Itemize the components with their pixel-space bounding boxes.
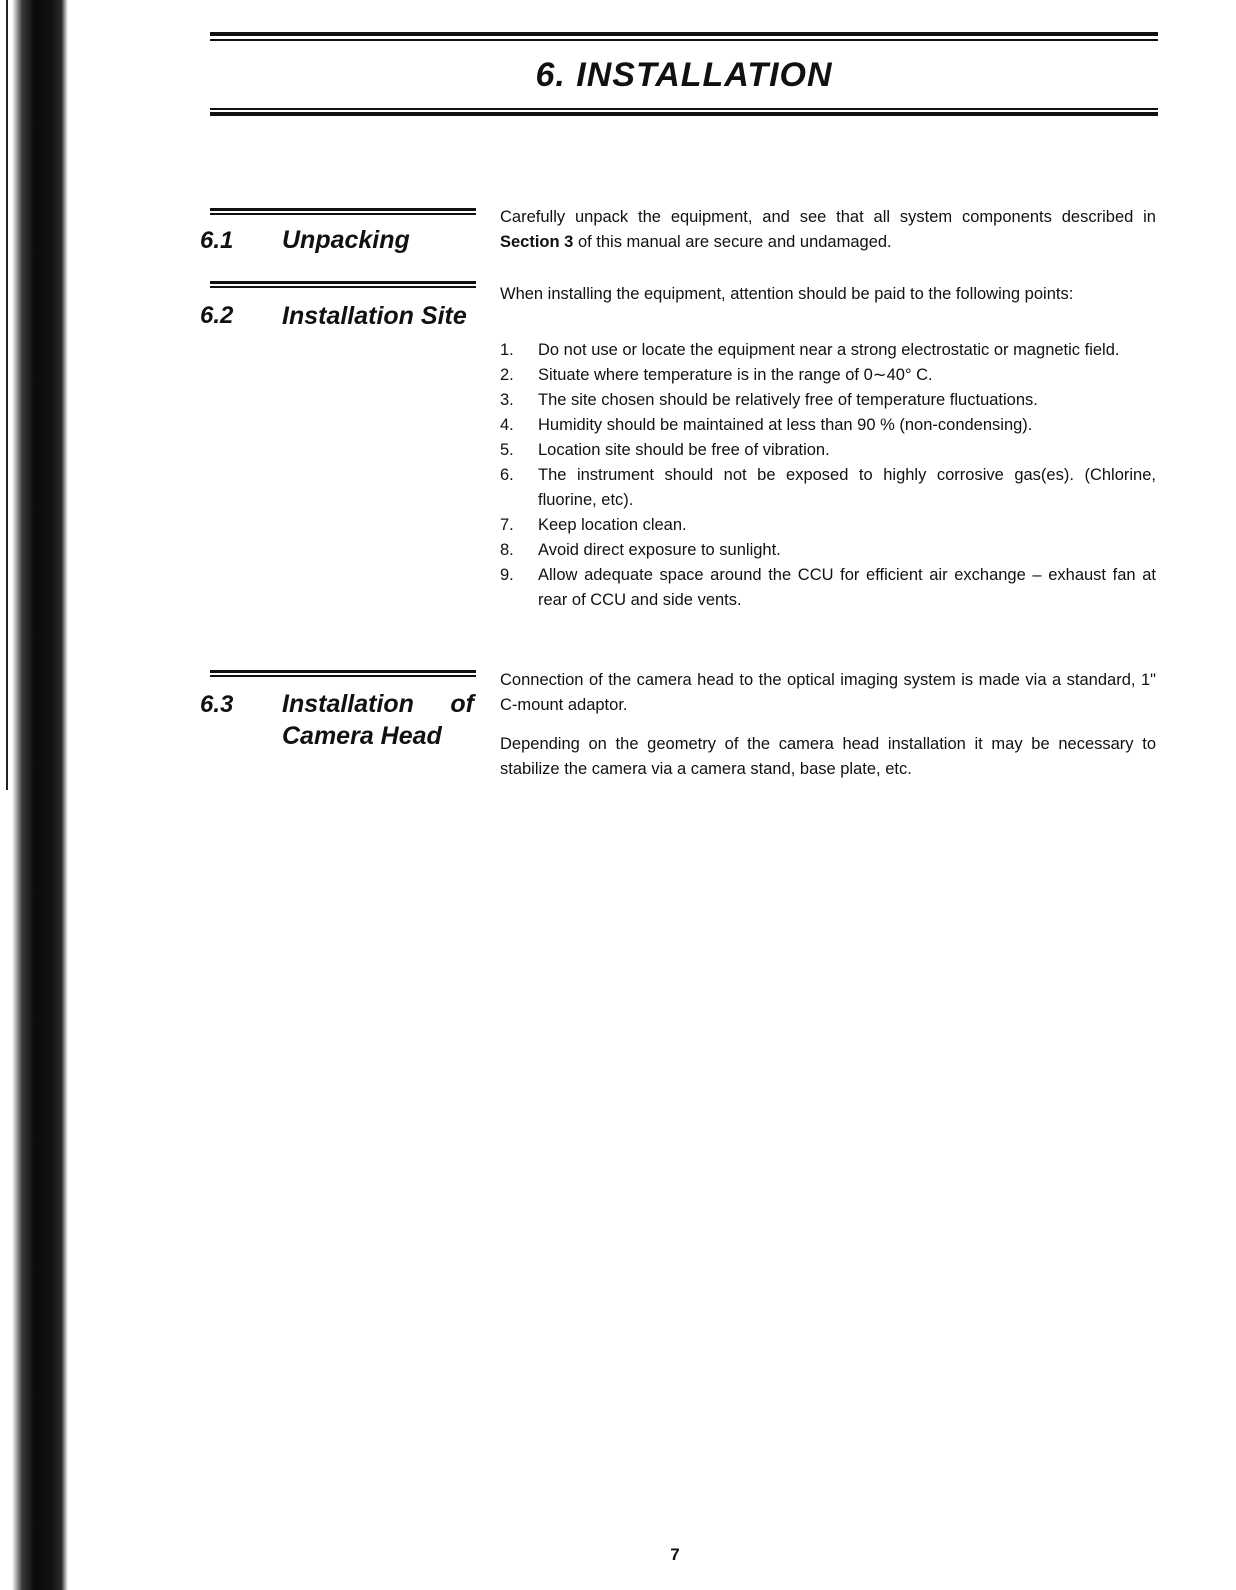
list-text: The instrument should not be exposed to highly corrosive gas(es). (Chlorine, fluorine, etc).	[538, 466, 1156, 509]
header-rule-bottom	[210, 112, 1158, 116]
list-item	[500, 413, 1156, 438]
section-6-1-paragraph	[500, 205, 1156, 255]
chapter-title: 6. INSTALLATION	[535, 56, 833, 94]
section-title: Unpacking	[282, 226, 410, 254]
header-rule-top	[210, 32, 1158, 36]
list-text: Keep location clean.	[538, 516, 687, 534]
list-text: Avoid direct exposure to sunlight.	[538, 541, 781, 559]
section-6-3-paragraph-1: Connection of the camera head to the optical imaging system is made via a standard, 1" C-mount adaptor.	[500, 671, 1156, 714]
section-rule-6-2	[210, 281, 476, 288]
section-rule-6-3	[210, 670, 476, 677]
scan-edge-line	[6, 0, 8, 790]
section-reference: Section 3	[500, 233, 574, 251]
section-rule-6-1	[210, 208, 476, 215]
list-text: Humidity should be maintained at less than 90 % (non-condensing).	[538, 416, 1033, 434]
list-text: Do not use or locate the equipment near a strong electrostatic or magnetic field.	[538, 341, 1120, 359]
list-text: Location site should be free of vibration.	[538, 441, 830, 459]
header-rule-bottom-thin	[210, 108, 1158, 110]
list-item	[500, 463, 1156, 513]
list-number: 2.	[500, 366, 514, 384]
section-title-line-1: Installation of	[282, 690, 474, 718]
list-text: Allow adequate space around the CCU for efficient air exchange – exhaust fan at rear of CCU and side vents.	[538, 566, 1156, 609]
section-number: 6.2	[200, 302, 234, 329]
list-item	[500, 338, 1156, 363]
list-item	[500, 388, 1156, 413]
list-item	[500, 513, 1156, 538]
chapter-header	[210, 32, 1158, 124]
scan-binding-edge	[12, 0, 68, 1590]
list-number: 1.	[500, 341, 514, 359]
section-6-3-paragraph-2: Depending on the geometry of the camera head installation it may be necessary to stabilize the camera via a camera stand, base plate, etc.	[500, 735, 1156, 778]
list-number: 6.	[500, 466, 514, 484]
header-rule-top-thin	[210, 39, 1158, 41]
list-item	[500, 563, 1156, 613]
list-text: The site chosen should be relatively free of temperature fluctuations.	[538, 391, 1038, 409]
section-title-line-2: Camera Head	[282, 722, 442, 750]
list-text: Situate where temperature is in the range of 0∼40° C.	[538, 366, 933, 384]
list-number: 5.	[500, 441, 514, 459]
list-item	[500, 438, 1156, 463]
page-number: 7	[670, 1545, 680, 1564]
list-number: 3.	[500, 391, 514, 409]
list-item	[500, 363, 1156, 388]
list-number: 4.	[500, 416, 514, 434]
list-item	[500, 538, 1156, 563]
section-number: 6.1	[200, 227, 234, 254]
installation-site-list	[500, 338, 1156, 613]
list-number: 9.	[500, 566, 514, 584]
list-number: 8.	[500, 541, 514, 559]
section-title: Installation Site	[282, 302, 467, 330]
list-number: 7.	[500, 516, 514, 534]
section-number: 6.3	[200, 691, 234, 718]
section-6-2-intro: When installing the equipment, attention should be paid to the following points:	[500, 285, 1074, 303]
paragraph-text: of this manual are secure and undamaged.	[573, 233, 892, 251]
paragraph-text: Carefully unpack the equipment, and see that all system components described in	[500, 208, 1156, 226]
